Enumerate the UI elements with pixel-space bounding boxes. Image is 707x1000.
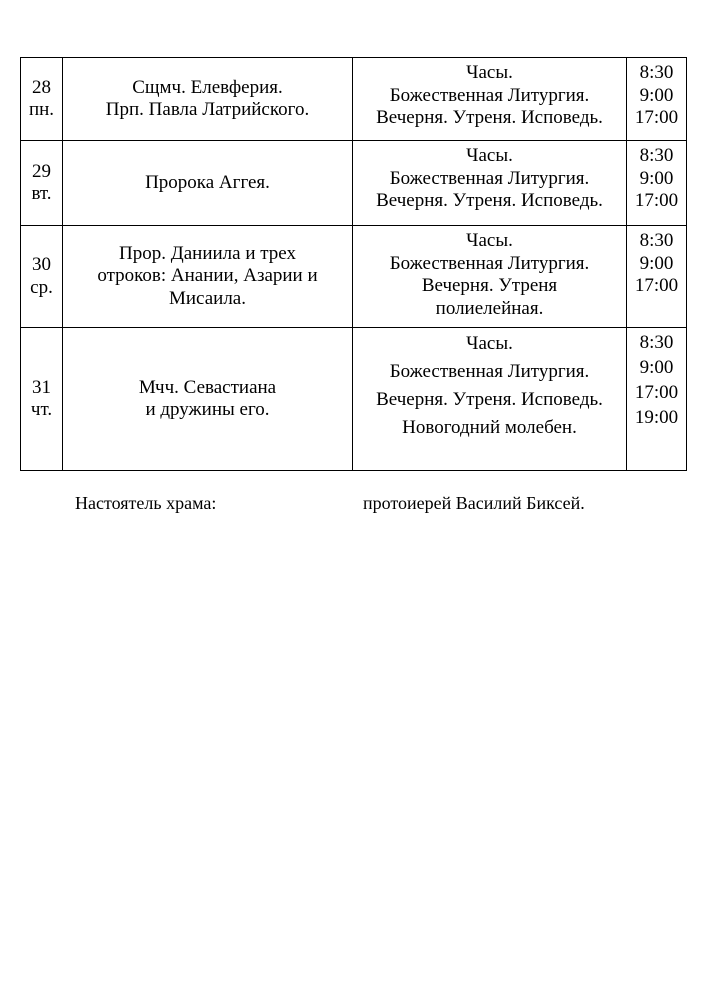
service-line: Божественная Литургия. xyxy=(389,361,590,382)
saint-line: и дружины его. xyxy=(145,399,270,420)
day-number: 29 xyxy=(32,160,51,182)
service-line: Божественная Литургия. xyxy=(389,167,590,189)
schedule-row xyxy=(21,141,687,226)
schedule-row xyxy=(21,328,687,471)
service-line: Божественная Литургия. xyxy=(389,252,590,274)
service-line: Новогодний молебен. xyxy=(402,417,577,438)
times-cell xyxy=(627,141,687,226)
schedule-table xyxy=(20,57,687,471)
services-cell xyxy=(353,141,627,226)
service-line: Часы. xyxy=(466,333,513,354)
saints-cell xyxy=(63,141,353,226)
time-line: 17:00 xyxy=(634,382,679,403)
rector-name: протоиерей Василий Биксей. xyxy=(363,493,585,513)
service-line: полиелейная. xyxy=(435,297,544,319)
time-line: 17:00 xyxy=(634,275,679,296)
date-cell xyxy=(21,141,63,226)
times-cell xyxy=(627,58,687,141)
saints-cell xyxy=(63,58,353,141)
times-cell xyxy=(627,226,687,328)
times-cell xyxy=(627,328,687,471)
time-line: 17:00 xyxy=(634,190,679,211)
day-number: 30 xyxy=(32,254,51,275)
service-line: Вечерня. Утреня. Исповедь. xyxy=(376,107,603,128)
day-number: 31 xyxy=(32,376,51,398)
service-line: Часы. xyxy=(466,145,513,166)
service-line: Вечерня. Утреня. Исповедь. xyxy=(376,190,603,211)
rector-role-label: Настоятель храма: xyxy=(75,493,217,513)
service-line: Вечерня. Утреня. Исповедь. xyxy=(376,389,603,410)
saint-line: Прор. Даниила и трех xyxy=(119,242,296,264)
saint-line: Пророка Аггея. xyxy=(145,171,270,193)
date-cell xyxy=(21,226,63,328)
service-line: Часы. xyxy=(466,230,513,251)
time-line: 9:00 xyxy=(639,357,674,378)
saint-line: Прп. Павла Латрийского. xyxy=(105,99,310,120)
service-line: Вечерня. Утреня xyxy=(421,275,558,296)
time-line: 8:30 xyxy=(639,332,674,353)
date-cell xyxy=(21,328,63,471)
saint-line: отроков: Анании, Азарии и xyxy=(97,265,318,287)
weekday: чт. xyxy=(30,399,53,420)
time-line: 9:00 xyxy=(639,167,674,189)
weekday: вт. xyxy=(31,183,52,204)
date-cell xyxy=(21,58,63,141)
time-line: 8:30 xyxy=(639,145,674,166)
services-cell xyxy=(353,226,627,328)
services-cell xyxy=(353,328,627,471)
saints-cell xyxy=(63,226,353,328)
schedule-row xyxy=(21,58,687,141)
time-line: 17:00 xyxy=(634,107,679,128)
time-line: 9:00 xyxy=(639,84,674,106)
service-line: Божественная Литургия. xyxy=(389,84,590,106)
services-cell xyxy=(353,58,627,141)
time-line: 9:00 xyxy=(639,252,674,274)
saint-line: Мчч. Севастиана xyxy=(138,376,277,398)
weekday: ср. xyxy=(30,276,53,298)
time-line: 19:00 xyxy=(634,407,679,428)
saints-cell xyxy=(63,328,353,471)
saint-line: Мисаила. xyxy=(169,287,246,309)
saint-line: Сщмч. Елевферия. xyxy=(132,76,283,98)
time-line: 8:30 xyxy=(639,230,674,251)
time-line: 8:30 xyxy=(639,62,674,83)
weekday: пн. xyxy=(28,99,55,120)
schedule-row xyxy=(21,226,687,328)
service-line: Часы. xyxy=(466,62,513,83)
day-number: 28 xyxy=(32,76,51,98)
